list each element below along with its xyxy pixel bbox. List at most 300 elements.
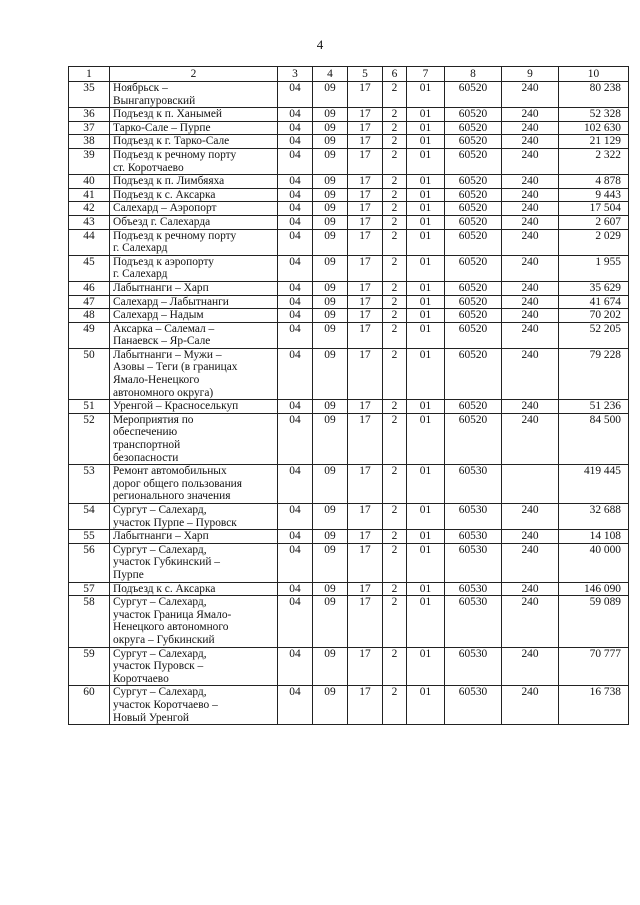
code-cell: 17 — [348, 215, 383, 229]
code-cell: 04 — [278, 686, 313, 725]
row-number-cell: 47 — [69, 295, 110, 309]
code-cell: 17 — [348, 400, 383, 414]
code-cell: 60520 — [445, 148, 502, 174]
code-cell: 17 — [348, 647, 383, 686]
code-cell: 17 — [348, 121, 383, 135]
amount-cell: 70 202 — [559, 309, 629, 323]
code-cell: 2 — [383, 530, 407, 544]
code-cell: 2 — [383, 504, 407, 530]
code-cell: 2 — [383, 596, 407, 647]
code-cell: 09 — [313, 295, 348, 309]
code-cell: 2 — [383, 215, 407, 229]
amount-cell: 1 955 — [559, 255, 629, 281]
code-cell: 09 — [313, 188, 348, 202]
header-cell: 8 — [445, 67, 502, 82]
table-row — [69, 413, 629, 464]
row-number-cell: 35 — [69, 82, 110, 108]
code-cell: 17 — [348, 281, 383, 295]
road-name-cell: Подъезд к с. Аксарка — [110, 188, 278, 202]
code-cell: 09 — [313, 82, 348, 108]
amount-cell: 79 228 — [559, 348, 629, 399]
code-cell: 240 — [502, 322, 559, 348]
code-cell: 240 — [502, 295, 559, 309]
code-cell: 17 — [348, 255, 383, 281]
code-cell: 240 — [502, 686, 559, 725]
code-cell: 60530 — [445, 504, 502, 530]
code-cell: 60530 — [445, 596, 502, 647]
road-name-cell: Аксарка – Салемал – Панаевск – Яр-Сале — [110, 322, 278, 348]
road-name-cell: Мероприятия по обеспечению транспортной безопасности — [110, 413, 278, 464]
code-cell: 240 — [502, 582, 559, 596]
table-row — [69, 295, 629, 309]
code-cell: 240 — [502, 202, 559, 216]
code-cell: 04 — [278, 543, 313, 582]
amount-cell: 80 238 — [559, 82, 629, 108]
table-row — [69, 504, 629, 530]
code-cell: 240 — [502, 281, 559, 295]
code-cell: 09 — [313, 255, 348, 281]
road-name-cell: Подъезд к речному порту г. Салехард — [110, 229, 278, 255]
code-cell: 60520 — [445, 229, 502, 255]
code-cell: 01 — [407, 108, 445, 122]
code-cell: 240 — [502, 148, 559, 174]
row-number-cell: 58 — [69, 596, 110, 647]
table-row — [69, 215, 629, 229]
code-cell: 60520 — [445, 108, 502, 122]
code-cell: 09 — [313, 309, 348, 323]
code-cell: 60530 — [445, 582, 502, 596]
code-cell: 01 — [407, 596, 445, 647]
code-cell: 60520 — [445, 309, 502, 323]
code-cell: 240 — [502, 413, 559, 464]
code-cell: 60520 — [445, 322, 502, 348]
code-cell: 60520 — [445, 400, 502, 414]
code-cell: 09 — [313, 530, 348, 544]
table-row — [69, 582, 629, 596]
code-cell: 240 — [502, 135, 559, 149]
amount-cell: 70 777 — [559, 647, 629, 686]
table-row — [69, 255, 629, 281]
code-cell: 01 — [407, 504, 445, 530]
code-cell: 2 — [383, 413, 407, 464]
code-cell: 01 — [407, 82, 445, 108]
code-cell: 04 — [278, 281, 313, 295]
code-cell: 17 — [348, 148, 383, 174]
amount-cell: 102 630 — [559, 121, 629, 135]
code-cell: 2 — [383, 322, 407, 348]
row-number-cell: 36 — [69, 108, 110, 122]
code-cell: 240 — [502, 348, 559, 399]
table-row — [69, 175, 629, 189]
code-cell: 09 — [313, 465, 348, 504]
road-name-cell: Сургут – Салехард, участок Губкинский – Пурпе — [110, 543, 278, 582]
code-cell: 09 — [313, 148, 348, 174]
code-cell: 60520 — [445, 82, 502, 108]
amount-cell: 146 090 — [559, 582, 629, 596]
road-name-cell: Подъезд к с. Аксарка — [110, 582, 278, 596]
code-cell: 60520 — [445, 175, 502, 189]
header-cell: 1 — [69, 67, 110, 82]
code-cell: 04 — [278, 215, 313, 229]
code-cell: 09 — [313, 281, 348, 295]
code-cell: 60530 — [445, 543, 502, 582]
road-name-cell: Сургут – Салехард, участок Коротчаево – Новый Уренгой — [110, 686, 278, 725]
road-name-cell: Лабытнанги – Мужи – Азовы – Теги (в границах Ямало-Ненецкого автономного округа) — [110, 348, 278, 399]
road-name-cell: Подъезд к п. Лимбяяха — [110, 175, 278, 189]
code-cell: 240 — [502, 175, 559, 189]
code-cell: 04 — [278, 82, 313, 108]
road-name-cell: Салехард – Лабытнанги — [110, 295, 278, 309]
row-number-cell: 56 — [69, 543, 110, 582]
amount-cell: 2 029 — [559, 229, 629, 255]
code-cell: 60530 — [445, 686, 502, 725]
row-number-cell: 38 — [69, 135, 110, 149]
code-cell: 17 — [348, 188, 383, 202]
table-row — [69, 530, 629, 544]
code-cell: 09 — [313, 108, 348, 122]
code-cell: 01 — [407, 188, 445, 202]
amount-cell: 21 129 — [559, 135, 629, 149]
code-cell: 60520 — [445, 348, 502, 399]
code-cell: 2 — [383, 400, 407, 414]
road-name-cell: Подъезд к речному порту ст. Коротчаево — [110, 148, 278, 174]
amount-cell: 9 443 — [559, 188, 629, 202]
row-number-cell: 40 — [69, 175, 110, 189]
code-cell: 2 — [383, 647, 407, 686]
code-cell: 04 — [278, 295, 313, 309]
code-cell: 17 — [348, 596, 383, 647]
code-cell: 04 — [278, 530, 313, 544]
table-row — [69, 400, 629, 414]
code-cell: 01 — [407, 530, 445, 544]
code-cell: 04 — [278, 175, 313, 189]
code-cell: 04 — [278, 596, 313, 647]
amount-cell: 4 878 — [559, 175, 629, 189]
road-name-cell: Тарко-Сале – Пурпе — [110, 121, 278, 135]
code-cell: 09 — [313, 413, 348, 464]
code-cell: 2 — [383, 121, 407, 135]
code-cell: 2 — [383, 465, 407, 504]
code-cell: 09 — [313, 596, 348, 647]
code-cell: 17 — [348, 175, 383, 189]
table-row — [69, 229, 629, 255]
header-cell: 5 — [348, 67, 383, 82]
code-cell: 09 — [313, 175, 348, 189]
code-cell: 2 — [383, 295, 407, 309]
road-name-cell: Подъезд к аэропорту г. Салехард — [110, 255, 278, 281]
code-cell: 60520 — [445, 215, 502, 229]
row-number-cell: 60 — [69, 686, 110, 725]
code-cell: 09 — [313, 202, 348, 216]
road-name-cell: Сургут – Салехард, участок Граница Ямало- Ненецкого автономного округа – Губкинский — [110, 596, 278, 647]
code-cell: 01 — [407, 582, 445, 596]
header-cell: 4 — [313, 67, 348, 82]
table-row — [69, 543, 629, 582]
code-cell: 240 — [502, 309, 559, 323]
code-cell: 09 — [313, 582, 348, 596]
code-cell: 2 — [383, 202, 407, 216]
row-number-cell: 59 — [69, 647, 110, 686]
code-cell: 04 — [278, 148, 313, 174]
code-cell: 2 — [383, 108, 407, 122]
code-cell: 04 — [278, 255, 313, 281]
table-row — [69, 121, 629, 135]
code-cell: 09 — [313, 400, 348, 414]
code-cell: 2 — [383, 582, 407, 596]
code-cell: 2 — [383, 309, 407, 323]
row-number-cell: 45 — [69, 255, 110, 281]
road-name-cell: Ремонт автомобильных дорог общего пользования регионального значения — [110, 465, 278, 504]
code-cell: 09 — [313, 121, 348, 135]
code-cell: 09 — [313, 504, 348, 530]
road-name-cell: Сургут – Салехард, участок Пуровск – Коротчаево — [110, 647, 278, 686]
row-number-cell: 49 — [69, 322, 110, 348]
code-cell: 04 — [278, 465, 313, 504]
code-cell: 17 — [348, 229, 383, 255]
page-number: 4 — [316, 37, 324, 52]
code-cell: 09 — [313, 348, 348, 399]
code-cell: 01 — [407, 215, 445, 229]
code-cell: 04 — [278, 504, 313, 530]
code-cell: 04 — [278, 229, 313, 255]
code-cell: 04 — [278, 135, 313, 149]
amount-cell: 14 108 — [559, 530, 629, 544]
table-row — [69, 135, 629, 149]
code-cell: 60520 — [445, 135, 502, 149]
code-cell: 01 — [407, 295, 445, 309]
code-cell: 60520 — [445, 413, 502, 464]
row-number-cell: 39 — [69, 148, 110, 174]
code-cell: 01 — [407, 413, 445, 464]
road-name-cell: Подъезд к п. Ханымей — [110, 108, 278, 122]
code-cell: 09 — [313, 647, 348, 686]
code-cell: 01 — [407, 465, 445, 504]
code-cell — [502, 465, 559, 504]
amount-cell: 59 089 — [559, 596, 629, 647]
code-cell: 60520 — [445, 281, 502, 295]
code-cell: 09 — [313, 543, 348, 582]
code-cell: 17 — [348, 82, 383, 108]
header-row — [69, 67, 629, 82]
road-name-cell: Сургут – Салехард, участок Пурпе – Пуровск — [110, 504, 278, 530]
row-number-cell: 43 — [69, 215, 110, 229]
budget-table — [68, 66, 629, 725]
code-cell: 60530 — [445, 647, 502, 686]
code-cell: 17 — [348, 135, 383, 149]
code-cell: 01 — [407, 686, 445, 725]
amount-cell: 32 688 — [559, 504, 629, 530]
code-cell: 01 — [407, 543, 445, 582]
code-cell: 17 — [348, 108, 383, 122]
code-cell: 240 — [502, 108, 559, 122]
table-row — [69, 686, 629, 725]
code-cell: 01 — [407, 202, 445, 216]
code-cell: 04 — [278, 582, 313, 596]
code-cell: 01 — [407, 175, 445, 189]
code-cell: 04 — [278, 400, 313, 414]
code-cell: 2 — [383, 281, 407, 295]
header-cell: 7 — [407, 67, 445, 82]
code-cell: 09 — [313, 322, 348, 348]
code-cell: 01 — [407, 400, 445, 414]
code-cell: 01 — [407, 255, 445, 281]
code-cell: 01 — [407, 281, 445, 295]
code-cell: 240 — [502, 596, 559, 647]
amount-cell: 2 607 — [559, 215, 629, 229]
code-cell: 2 — [383, 543, 407, 582]
code-cell: 60520 — [445, 295, 502, 309]
code-cell: 17 — [348, 686, 383, 725]
row-number-cell: 51 — [69, 400, 110, 414]
code-cell: 240 — [502, 504, 559, 530]
code-cell: 240 — [502, 647, 559, 686]
code-cell: 60520 — [445, 202, 502, 216]
row-number-cell: 46 — [69, 281, 110, 295]
row-number-cell: 41 — [69, 188, 110, 202]
amount-cell: 52 205 — [559, 322, 629, 348]
header-cell: 3 — [278, 67, 313, 82]
header-cell: 2 — [110, 67, 278, 82]
code-cell: 04 — [278, 188, 313, 202]
header-cell: 9 — [502, 67, 559, 82]
amount-cell: 51 236 — [559, 400, 629, 414]
amount-cell: 419 445 — [559, 465, 629, 504]
row-number-cell: 57 — [69, 582, 110, 596]
code-cell: 240 — [502, 400, 559, 414]
code-cell: 60520 — [445, 255, 502, 281]
code-cell: 17 — [348, 309, 383, 323]
code-cell: 2 — [383, 188, 407, 202]
code-cell: 2 — [383, 229, 407, 255]
table-row — [69, 348, 629, 399]
table-row — [69, 322, 629, 348]
code-cell: 04 — [278, 309, 313, 323]
code-cell: 60530 — [445, 530, 502, 544]
amount-cell: 41 674 — [559, 295, 629, 309]
table-row — [69, 108, 629, 122]
code-cell: 04 — [278, 121, 313, 135]
road-name-cell: Салехард – Аэропорт — [110, 202, 278, 216]
code-cell: 240 — [502, 543, 559, 582]
table-row — [69, 202, 629, 216]
road-name-cell: Подъезд к г. Тарко-Сале — [110, 135, 278, 149]
table-row — [69, 465, 629, 504]
table-row — [69, 82, 629, 108]
header-cell: 6 — [383, 67, 407, 82]
code-cell: 17 — [348, 413, 383, 464]
code-cell: 01 — [407, 229, 445, 255]
row-number-cell: 52 — [69, 413, 110, 464]
code-cell: 2 — [383, 148, 407, 174]
amount-cell: 16 738 — [559, 686, 629, 725]
code-cell: 2 — [383, 348, 407, 399]
table-row — [69, 281, 629, 295]
code-cell: 17 — [348, 295, 383, 309]
code-cell: 09 — [313, 686, 348, 725]
code-cell: 04 — [278, 647, 313, 686]
code-cell: 2 — [383, 135, 407, 149]
table-row — [69, 309, 629, 323]
code-cell: 01 — [407, 309, 445, 323]
row-number-cell: 50 — [69, 348, 110, 399]
code-cell: 01 — [407, 647, 445, 686]
amount-cell: 2 322 — [559, 148, 629, 174]
row-number-cell: 42 — [69, 202, 110, 216]
code-cell: 17 — [348, 543, 383, 582]
code-cell: 04 — [278, 348, 313, 399]
code-cell: 2 — [383, 255, 407, 281]
code-cell: 17 — [348, 530, 383, 544]
row-number-cell: 54 — [69, 504, 110, 530]
amount-cell: 35 629 — [559, 281, 629, 295]
code-cell: 01 — [407, 148, 445, 174]
code-cell: 2 — [383, 686, 407, 725]
code-cell: 60520 — [445, 188, 502, 202]
row-number-cell: 48 — [69, 309, 110, 323]
row-number-cell: 55 — [69, 530, 110, 544]
row-number-cell: 44 — [69, 229, 110, 255]
amount-cell: 40 000 — [559, 543, 629, 582]
header-cell: 10 — [559, 67, 629, 82]
code-cell: 01 — [407, 322, 445, 348]
code-cell: 240 — [502, 255, 559, 281]
code-cell: 04 — [278, 322, 313, 348]
code-cell: 01 — [407, 135, 445, 149]
code-cell: 17 — [348, 582, 383, 596]
road-name-cell: Ноябрьск – Вынгапуровский — [110, 82, 278, 108]
code-cell: 04 — [278, 413, 313, 464]
road-name-cell: Объезд г. Салехарда — [110, 215, 278, 229]
code-cell: 60530 — [445, 465, 502, 504]
road-name-cell: Салехард – Надым — [110, 309, 278, 323]
code-cell: 09 — [313, 229, 348, 255]
table-body — [69, 82, 629, 725]
code-cell: 17 — [348, 202, 383, 216]
amount-cell: 17 504 — [559, 202, 629, 216]
code-cell: 04 — [278, 108, 313, 122]
amount-cell: 84 500 — [559, 413, 629, 464]
code-cell: 240 — [502, 82, 559, 108]
code-cell: 17 — [348, 465, 383, 504]
code-cell: 60520 — [445, 121, 502, 135]
code-cell: 01 — [407, 348, 445, 399]
code-cell: 17 — [348, 348, 383, 399]
code-cell: 240 — [502, 530, 559, 544]
code-cell: 04 — [278, 202, 313, 216]
road-name-cell: Уренгой – Красноселькуп — [110, 400, 278, 414]
table-row — [69, 188, 629, 202]
table-row — [69, 148, 629, 174]
table-row — [69, 596, 629, 647]
code-cell: 240 — [502, 121, 559, 135]
code-cell: 2 — [383, 82, 407, 108]
code-cell: 240 — [502, 229, 559, 255]
code-cell: 01 — [407, 121, 445, 135]
row-number-cell: 37 — [69, 121, 110, 135]
code-cell: 09 — [313, 215, 348, 229]
code-cell: 17 — [348, 322, 383, 348]
code-cell: 17 — [348, 504, 383, 530]
code-cell: 09 — [313, 135, 348, 149]
amount-cell: 52 328 — [559, 108, 629, 122]
code-cell: 240 — [502, 188, 559, 202]
row-number-cell: 53 — [69, 465, 110, 504]
code-cell: 2 — [383, 175, 407, 189]
table-row — [69, 647, 629, 686]
code-cell: 240 — [502, 215, 559, 229]
road-name-cell: Лабытнанги – Харп — [110, 530, 278, 544]
road-name-cell: Лабытнанги – Харп — [110, 281, 278, 295]
